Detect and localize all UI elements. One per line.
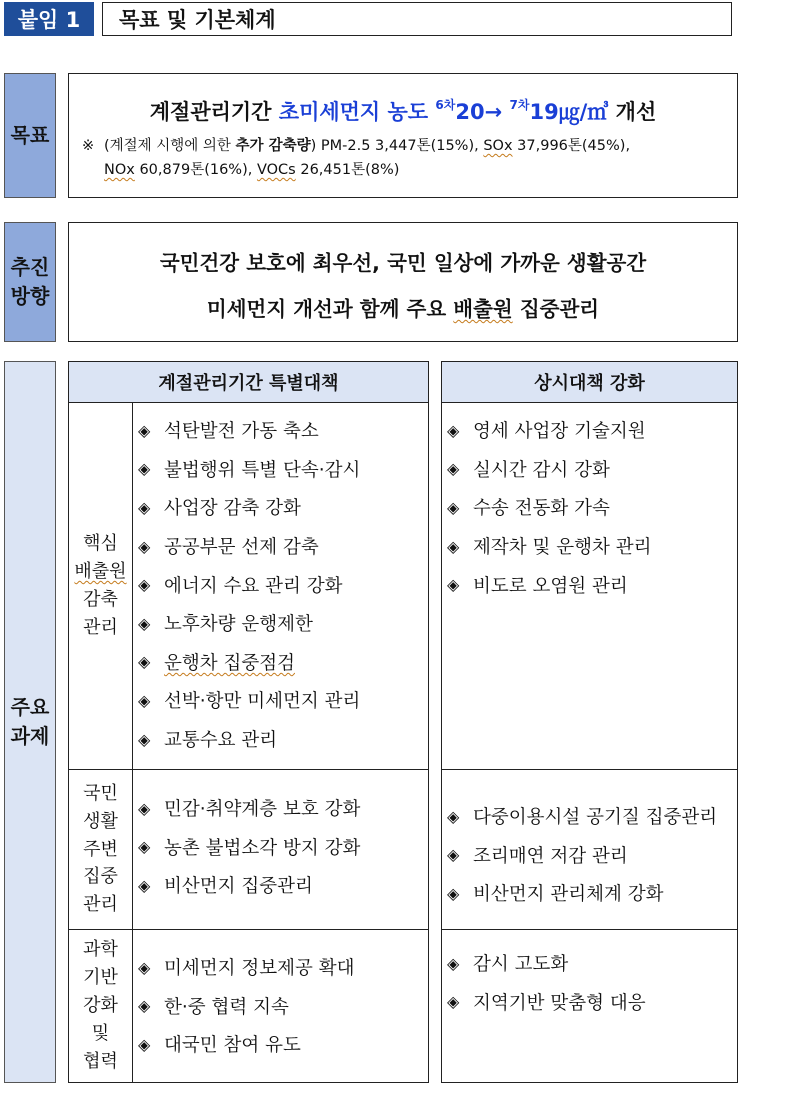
list-item: ◈ 수송 전동화 가속 <box>447 497 610 520</box>
list-item: ◈ 다중이용시설 공기질 집중관리 <box>447 806 718 829</box>
list-item: ◈ 실시간 감시 강화 <box>447 459 610 481</box>
row-label-science-cooperation: 과학 기반 강화 및 협력 <box>68 930 133 1083</box>
row-label-daily-life: 국민 생활 주변 집중 관리 <box>68 770 133 930</box>
goal-label: 목표 <box>4 73 56 198</box>
list-item: ◈ 민감·취약계층 보호 강화 <box>138 798 361 821</box>
list-item: ◈ 감시 고도화 <box>447 953 569 976</box>
goal-highlight: 초미세먼지 농도 $^{6차}$20→ $^{7차}$19㎍/㎥ <box>278 98 609 124</box>
list-item: ◈ 선박·항만 미세먼지 관리 <box>138 690 361 713</box>
list-item: ◈ 불법행위 특별 단속·감시 <box>138 459 361 481</box>
list-item: ◈ 영세 사업장 기술지원 <box>447 420 646 443</box>
direction-line-2: 미세먼지 개선과 함께 주요 배출원 집중관리 <box>206 297 600 321</box>
goal-note: ※ (계절제 시행에 의한 추가 감축량) PM-2.5 3,447톤(15%), SOx 37,996톤(45%), NOx 60,879톤(16%), VOCs 26,451톤(8%) <box>82 134 732 182</box>
row3-left-list <box>138 948 428 1064</box>
attachment-tag: 붙임 1 <box>4 2 94 36</box>
list-item: ◈ 비산먼지 집중관리 <box>138 875 313 898</box>
page-title: 목표 및 기본체계 <box>102 2 732 36</box>
direction-box <box>68 222 738 342</box>
list-item: ◈ 석탄발전 가동 축소 <box>138 420 319 443</box>
list-item: ◈ 교통수요 관리 <box>138 729 278 752</box>
row3-right-list <box>447 944 737 1021</box>
goal-main-text: 계절관리기간 초미세먼지 농도 $^{6차}$20→ $^{7차}$19㎍/㎥ 개선 <box>149 98 657 124</box>
list-item: ◈ 비도로 오염원 관리 <box>447 575 628 597</box>
list-item: ◈ 에너지 수요 관리 강화 <box>138 575 343 597</box>
list-item: ◈ 운행차 집중점검 <box>138 652 295 674</box>
list-item: ◈ 대국민 참여 유도 <box>138 1034 301 1057</box>
row1-left-list <box>138 411 428 758</box>
list-item: ◈ 농촌 불법소각 방지 강화 <box>138 837 361 859</box>
direction-label: 추진 방향 <box>4 222 56 342</box>
col-header-permanent: 상시대책 강화 <box>441 361 738 403</box>
col-header-seasonal: 계절관리기간 특별대책 <box>68 361 429 403</box>
list-item: ◈ 노후차량 운행제한 <box>138 613 313 636</box>
direction-line-1: 국민건강 보호에 최우선, 국민 일상에 가까운 생활공간 <box>159 251 647 275</box>
list-item: ◈ 한·중 협력 지속 <box>138 996 289 1018</box>
list-item: ◈ 제작차 및 운행차 관리 <box>447 536 652 559</box>
list-item: ◈ 공공부문 선제 감축 <box>138 536 319 559</box>
row2-left-list <box>138 789 428 905</box>
list-item: ◈ 사업장 감축 강화 <box>138 497 301 520</box>
note-mark: ※ <box>82 138 95 154</box>
list-item: ◈ 조리매연 저감 관리 <box>447 845 628 867</box>
row1-right-list <box>447 411 737 604</box>
row2-right-list <box>447 797 737 913</box>
list-item: ◈ 비산먼지 관리체계 강화 <box>447 883 664 906</box>
list-item: ◈ 지역기반 맞춤형 대응 <box>447 992 646 1014</box>
row-label-core-sources: 핵심 배출원 감축 관리 <box>68 403 133 770</box>
list-item: ◈ 미세먼지 정보제공 확대 <box>138 957 355 980</box>
tasks-label: 주요 과제 <box>4 361 56 1083</box>
